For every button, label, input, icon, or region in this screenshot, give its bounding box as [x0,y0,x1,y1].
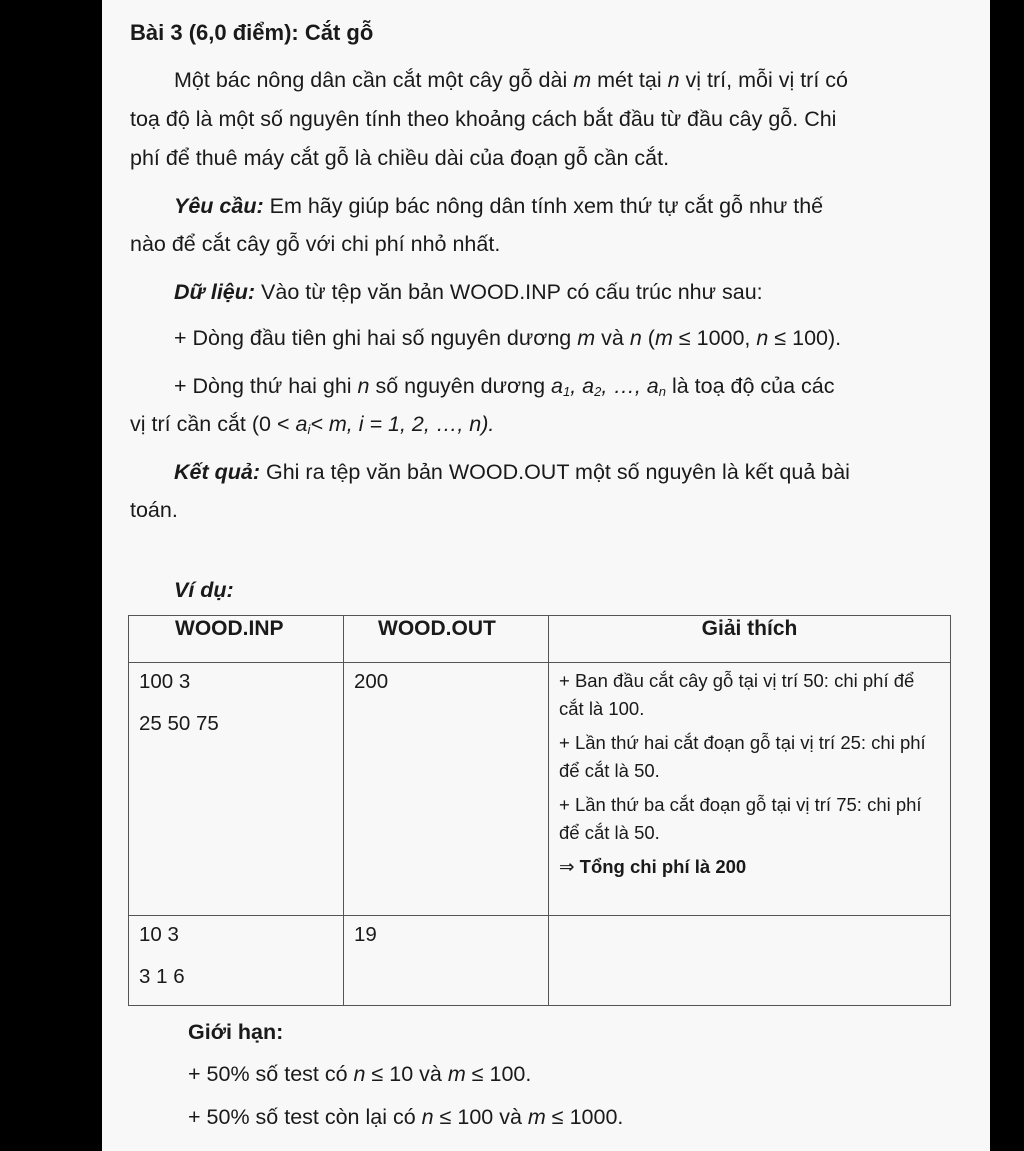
input-line-1-spec: + Dòng đầu tiên ghi hai số nguyên dương m và n (m ≤ 1000, n ≤ 100). [174,326,842,350]
explanation-total: ⇒ Tổng chi phí là 200 [559,856,747,877]
explanation-cell [549,916,951,1006]
input-line-2-spec-cont: vị trí cần cắt ($0 < a_i< m$, i = 1, 2, …, n). [130,412,495,437]
header-wood-inp: WOOD.INP [129,616,344,663]
example-table [128,615,951,1006]
requirement-line-1: Yêu cầu: Em hãy giúp bác nông dân tính xem thứ tự cắt gỗ như thế [174,194,824,218]
out-value: 19 [354,923,377,946]
out-cell [344,663,549,916]
requirement-label: Yêu cầu: [174,194,264,218]
intro-line-2: toạ độ là một số nguyên tính theo khoảng cách bắt đầu từ đầu cây gỗ. Chi [130,107,837,131]
table-row [129,916,951,1006]
inp-line: 10 3 [139,923,179,946]
limit-line-2: + 50% số test còn lại có n ≤ 100 và m ≤ 1000. [188,1105,624,1129]
example-label: Ví dụ: [174,578,234,602]
implies-arrow-icon: ⇒ [559,856,575,877]
intro-line-3: phí để thuê máy cắt gỗ là chiều dài của đoạn gỗ cần cắt. [130,146,670,170]
table-row [129,663,951,916]
input-description: Dữ liệu: Vào từ tệp văn bản WOOD.INP có cấu trúc như sau: [174,280,763,304]
requirement-line-2: nào để cắt cây gỗ với chi phí nhỏ nhất. [130,232,501,256]
limits-label: Giới hạn: [188,1020,284,1044]
out-value: 200 [354,670,389,693]
explanation-cell [549,663,951,916]
inp-line: 25 50 75 [139,712,219,735]
intro-line-1: Một bác nông dân cần cắt một cây gỗ dài m mét tại n vị trí, mỗi vị trí có [174,68,848,92]
explanation-step: + Lần thứ hai cắt đoạn gỗ tại vị trí 25: chi phí để cắt là 50. [559,732,926,781]
output-description: Kết quả: Ghi ra tệp văn bản WOOD.OUT một số nguyên là kết quả bài [174,460,850,484]
input-line-2-spec: + Dòng thứ hai ghi n số nguyên dương $a_1$, $a_2$, …, $a_n$ là toạ độ của các [174,374,835,399]
inp-line: 100 3 [139,670,191,693]
inp-cell [129,663,344,916]
output-description-cont: toán. [130,498,178,522]
explanation-step: + Lần thứ ba cắt đoạn gỗ tại vị trí 75: chi phí để cắt là 50. [559,794,922,843]
problem-heading: Bài 3 (6,0 điểm): Cắt gỗ [130,20,374,45]
output-label: Kết quả: [174,460,260,484]
header-explanation: Giải thích [549,616,951,663]
table-header-row [129,616,951,663]
input-label: Dữ liệu: [174,280,256,304]
inp-cell [129,916,344,1006]
inp-line: 3 1 6 [139,965,185,988]
explanation-step: + Ban đầu cắt cây gỗ tại vị trí 50: chi phí để cắt là 100. [559,670,915,719]
limit-line-1: + 50% số test có n ≤ 10 và m ≤ 100. [188,1062,532,1086]
out-cell [344,916,549,1006]
header-wood-out: WOOD.OUT [344,616,549,663]
